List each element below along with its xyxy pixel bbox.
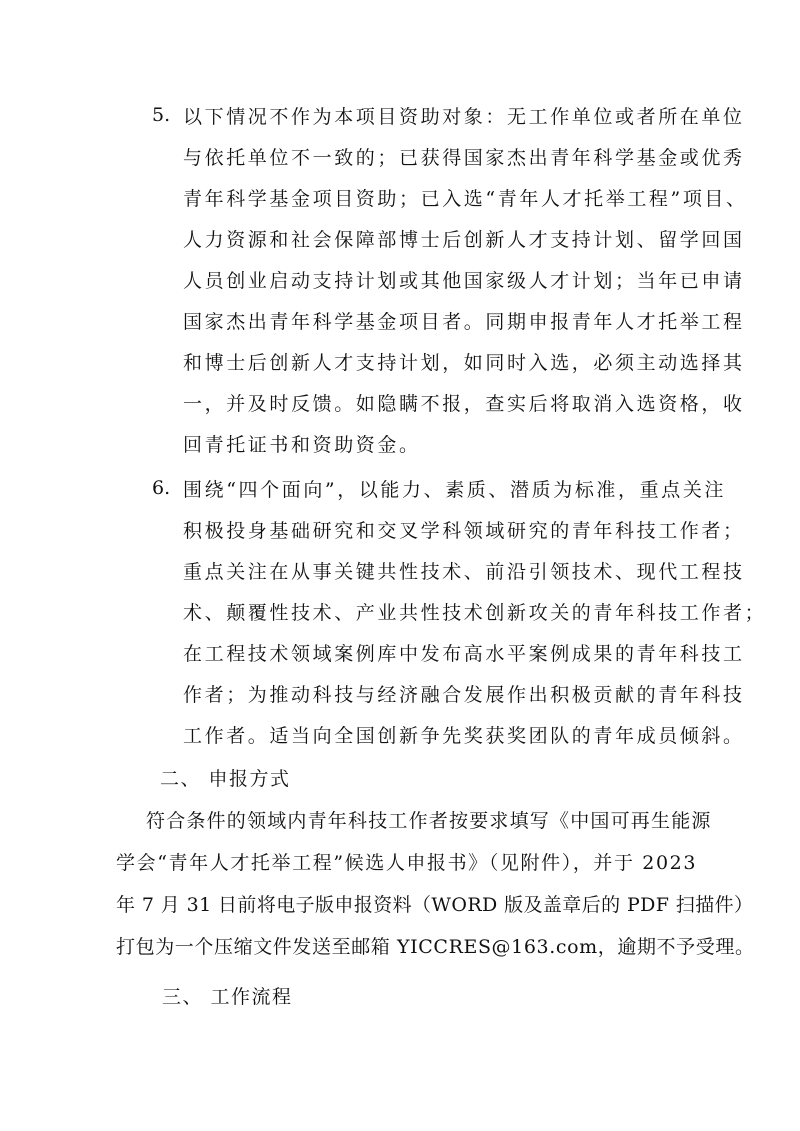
item-5-number: 5. xyxy=(152,104,171,126)
item-6-line-7: 工作者。适当向全国创新争先奖获奖团队的青年成员倾斜。 xyxy=(183,725,745,747)
item-6-line-6: 作者；为推动科技与经济融合发展作出积极贡献的青年科技 xyxy=(183,684,745,706)
section-3-heading: 三、 工作流程 xyxy=(162,986,293,1008)
section-2-line-4: 打包为一个压缩文件发送至邮箱 YICCRES@163.com，逾期不予受理。 xyxy=(116,936,755,958)
item-5-line-8: 一，并及时反馈。如隐瞒不报，查实后将取消入选资格，收 xyxy=(183,393,745,415)
item-5-line-9: 回青托证书和资助资金。 xyxy=(183,434,421,456)
item-6-line-3: 重点关注在从事关键共性技术、前沿引领技术、现代工程技 xyxy=(183,561,745,583)
item-5-line-6: 国家杰出青年科学基金项目者。同期申报青年人才托举工程 xyxy=(183,311,745,333)
section-2-line-2: 学会“青年人才托举工程”候选人申报书》（见附件），并于 2023 xyxy=(116,852,698,874)
section-2-line-3: 年 7 月 31 日前将电子版申报资料（WORD 版及盖章后的 PDF 扫描件） xyxy=(116,894,754,916)
section-2-heading: 二、 申报方式 xyxy=(160,768,291,790)
item-6-line-5: 在工程技术领域案例库中发布高水平案例成果的青年科技工 xyxy=(183,643,745,665)
item-5-line-7: 和博士后创新人才支持计划，如同时入选，必须主动选择其 xyxy=(183,352,745,374)
item-6-line-2: 积极投身基础研究和交叉学科领域研究的青年科技工作者； xyxy=(183,520,745,542)
item-5-line-1: 以下情况不作为本项目资助对象：无工作单位或者所在单位 xyxy=(183,106,745,128)
item-5-line-5: 人员创业启动支持计划或其他国家级人才计划；当年已申请 xyxy=(183,270,745,292)
item-5-line-3: 青年科学基金项目资助；已入选“青年人才托举工程”项目、 xyxy=(183,188,748,210)
section-2-line-1: 符合条件的领域内青年科技工作者按要求填写《中国可再生能源 xyxy=(146,810,712,832)
item-5-line-4: 人力资源和社会保障部博士后创新人才支持计划、留学回国 xyxy=(183,229,745,251)
item-6-line-4: 术、颠覆性技术、产业共性技术创新攻关的青年科技工作者； xyxy=(183,602,767,624)
item-6-number: 6. xyxy=(152,477,171,499)
item-6-line-1: 围绕“四个面向”，以能力、素质、潜质为标准，重点关注 xyxy=(183,479,727,501)
item-5-line-2: 与依托单位不一致的；已获得国家杰出青年科学基金或优秀 xyxy=(183,147,745,169)
